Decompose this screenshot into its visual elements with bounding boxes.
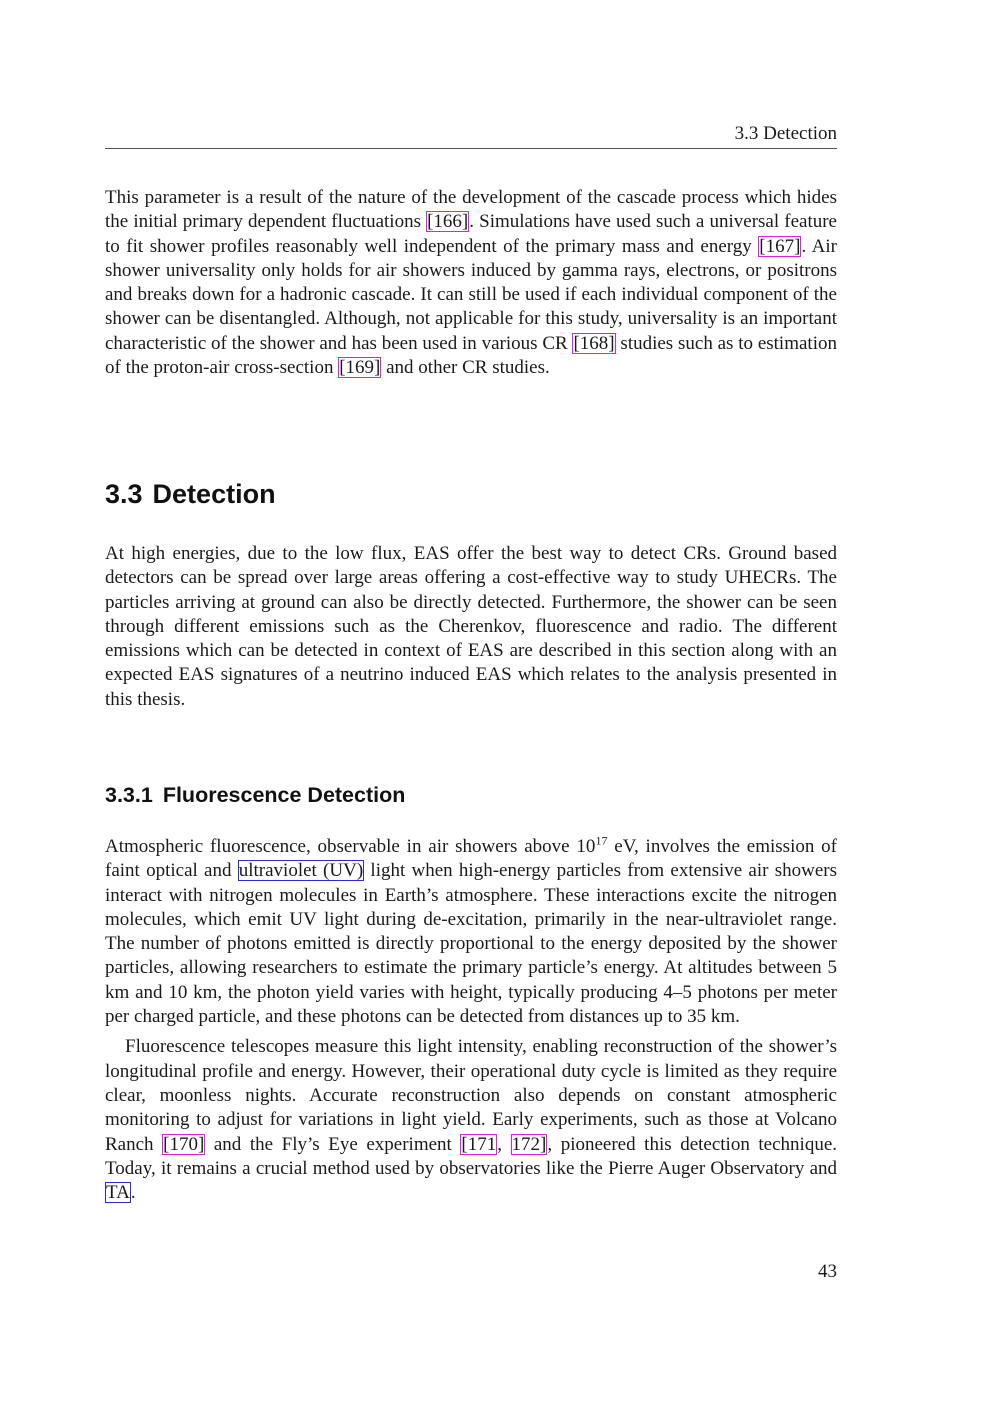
page-number: 43 xyxy=(818,1261,837,1282)
intro-paragraph xyxy=(105,186,837,380)
section-paragraph: At high energies, due to the low flux, EAS offer the best way to detect CRs. Ground based detectors can be spread over large areas offering a cost-effective way to study UHECRs. The particles arriving at ground can also be directly detected. Furthermore, the shower can be seen through different emissions such as the Cherenkov, fluorescence and radio. The different emissions which can be detected in context of EAS are described in this section along with an expected EAS signatures of a neutrino induced EAS which relates to the analysis presented in this thesis. xyxy=(105,543,837,710)
running-head: 3.3 Detection xyxy=(734,123,837,144)
text-run: . xyxy=(130,1182,136,1204)
text-run: studies such as to estimation of the proton-air cross-section xyxy=(105,332,837,379)
acronym-link-ta[interactable]: TA xyxy=(106,1182,130,1204)
citation-link-172[interactable]: 172] xyxy=(511,1133,547,1155)
fluorescence-paragraph-2 xyxy=(105,1035,837,1205)
subsection-title: Fluorescence Detection xyxy=(162,783,406,807)
text-run: . Air shower universality only holds for air showers induced by gamma rays, electrons, or positrons and breaks down for a hadronic cascade. It can still be used if each individual component of the shower can be disentangled. Although, not applicable for this study, universality is an important characteristic of the shower and has been used in various CR xyxy=(105,235,837,354)
text-run: , xyxy=(497,1133,511,1155)
section-number: 3.3 xyxy=(105,479,143,509)
section-paragraph-block xyxy=(105,542,837,712)
citation-link-168[interactable]: [168] xyxy=(573,332,615,354)
text-run: eV, involves the emission of faint optical and xyxy=(105,836,838,882)
text-run: and other CR studies. xyxy=(381,357,550,379)
citation-link-166[interactable]: [166] xyxy=(427,211,469,233)
citation-link-170[interactable]: [170] xyxy=(163,1133,205,1155)
text-run: and the Fly’s Eye experiment xyxy=(205,1133,461,1155)
subsection-heading xyxy=(105,781,405,809)
acronym-link-uv[interactable]: ultraviolet (UV) xyxy=(238,860,364,882)
intro-paragraph-block xyxy=(105,186,837,380)
text-run: light when high-energy particles from extensive air showers interact with nitrogen molecules in Earth’s atmosphere. These interactions excite the nitrogen molecules, which emit UV light during de-excitation, primarily in the near-ultraviolet range. The number of photons emitted is directly proportional to the energy deposited by the shower particles, allowing researchers to estimate the primary particle’s energy. At altitudes between 5 km and 10 km, the photon yield varies with height, typically producing 4–5 photons per meter per charged particle, and these photons can be detected from distances up to 35 km. xyxy=(105,860,837,1028)
text-run: , pioneered this detection technique. Today, it remains a crucial method used by observatories like the Pierre Auger Observatory and xyxy=(105,1133,838,1179)
subsection-number: 3.3.1 xyxy=(105,783,153,807)
citation-link-167[interactable]: [167] xyxy=(759,235,801,257)
section-heading xyxy=(105,477,276,511)
section-title: Detection xyxy=(152,479,276,509)
header-rule xyxy=(105,148,837,149)
fluorescence-paragraph-1 xyxy=(105,835,837,1029)
citation-link-169[interactable]: [169] xyxy=(339,357,381,379)
text-run: This parameter is a result of the nature of the development of the cascade process which hides the initial primary dependent fluctuations xyxy=(105,187,837,233)
subsection-body xyxy=(105,835,837,1205)
exponent: 17 xyxy=(595,833,608,848)
text-run: Fluorescence telescopes measure this light intensity, enabling reconstruction of the shower’s longitudinal profile and energy. However, their operational duty cycle is limited as they require clear, moonless nights. Accurate reconstruction also depends on constant atmospheric monitoring to adjust for variations in light yield. Early experiments, such as those at Volcano Ranch xyxy=(105,1036,837,1155)
citation-link-171[interactable]: [171 xyxy=(461,1133,497,1155)
text-run: . Simulations have used such a universal feature to fit shower profiles reasonably well independent of the primary mass and energy xyxy=(105,211,837,257)
text-run: Atmospheric fluorescence, observable in air showers above 10 xyxy=(105,836,596,857)
